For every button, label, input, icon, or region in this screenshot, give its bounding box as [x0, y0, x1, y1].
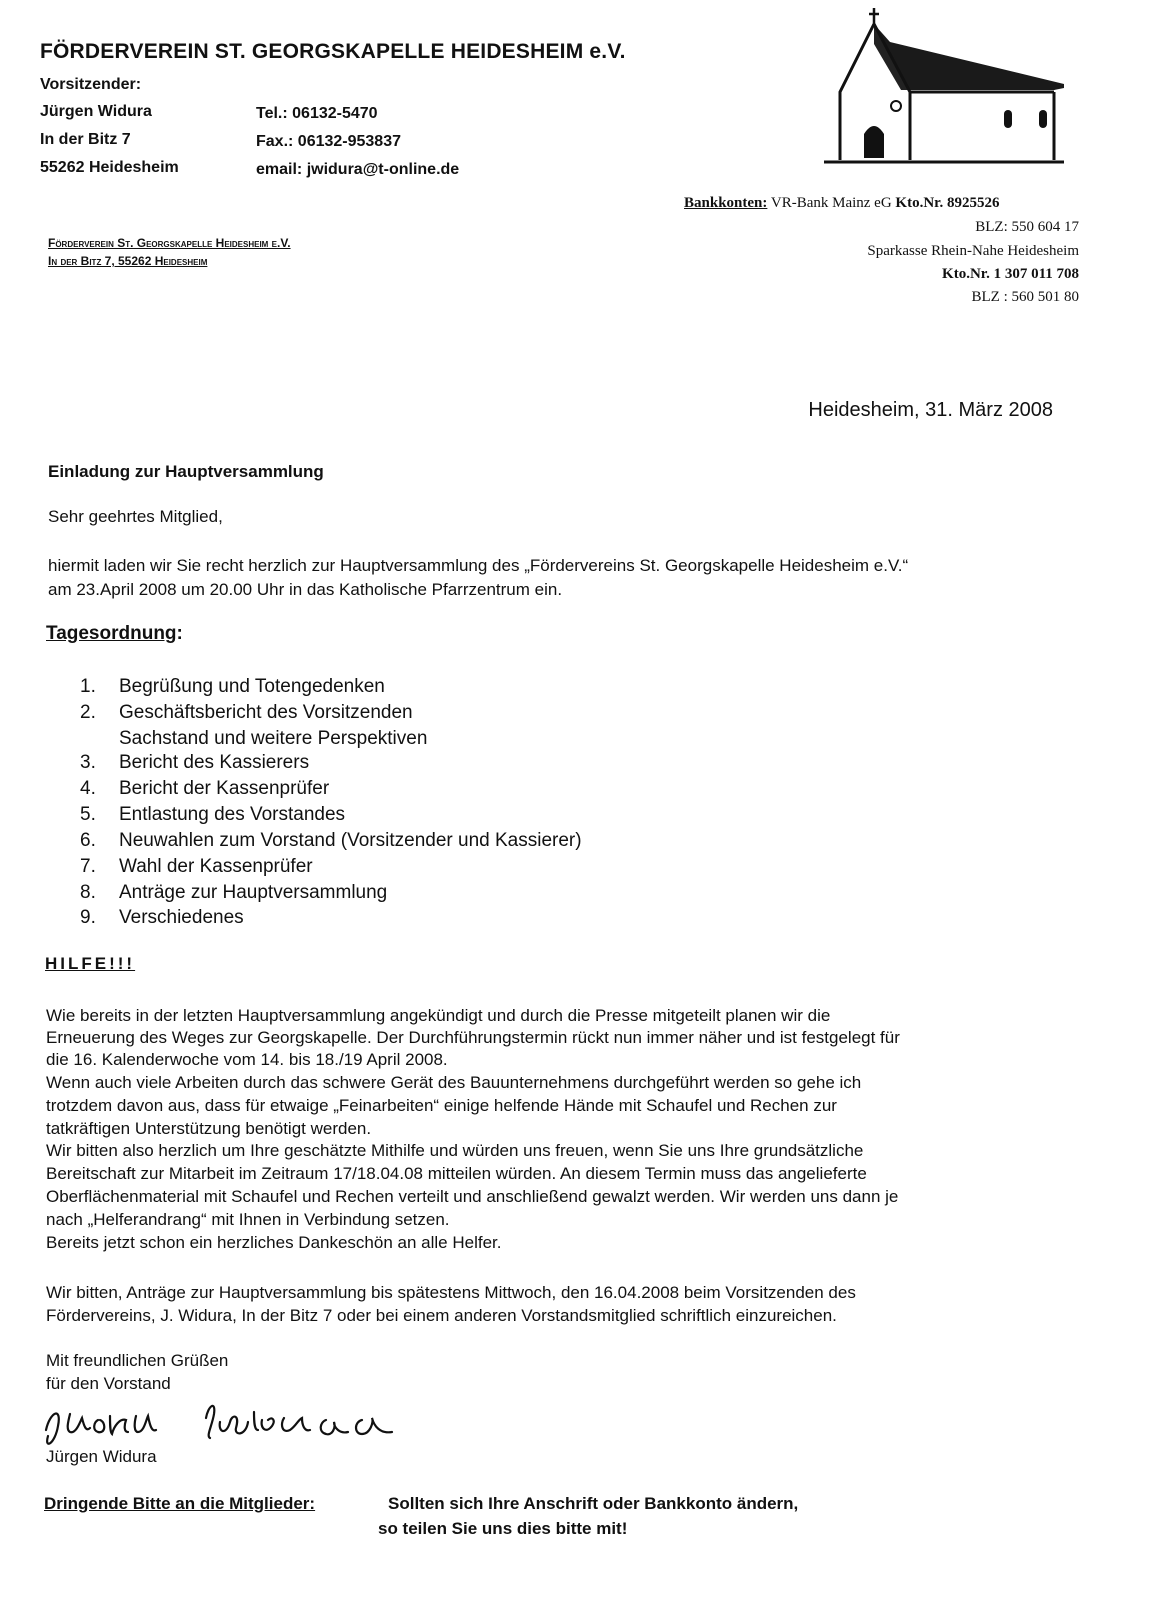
intro-line-2: am 23.April 2008 um 20.00 Uhr in das Katholische Pfarrzentrum ein.: [48, 580, 563, 599]
agenda-item: [80, 752, 309, 774]
agenda-heading-text: Tagesordnung: [46, 623, 177, 644]
help-heading: HILFE!!!: [45, 954, 136, 973]
agenda-item-text: Neuwahlen zum Vorstand (Vorsitzender und Kassierer): [119, 830, 582, 851]
help-line: die 16. Kalenderwoche vom 14. bis 18./19 April 2008.: [46, 1050, 448, 1069]
salutation: Sehr geehrtes Mitglied,: [48, 507, 223, 526]
help-line: Wie bereits in der letzten Hauptversammlung angekündigt und durch die Presse mitgeteilt planen wir die: [46, 1006, 831, 1025]
closing-for-board: für den Vorstand: [46, 1374, 171, 1393]
help-line: Oberflächenmaterial mit Schaufel und Rechen verteilt und anschließend gewalzt werden. Wir werden uns dann je: [46, 1187, 899, 1206]
chapel-logo-icon: [818, 6, 1064, 172]
signatory-name: Jürgen Widura: [46, 1447, 157, 1466]
chair-name: Jürgen Widura: [40, 103, 152, 120]
urgent-request-text-1: Sollten sich Ihre Anschrift oder Bankkonto ändern,: [388, 1494, 799, 1513]
agenda-item-text: Entlastung des Vorstandes: [119, 804, 346, 825]
street-address: In der Bitz 7: [40, 131, 131, 148]
help-line: Wenn auch viele Arbeiten durch das schwere Gerät des Bauunternehmens durchgeführt werden so gehe ich: [46, 1073, 862, 1092]
agenda-item-number: 4.: [80, 778, 96, 799]
agenda-item-text: Bericht des Kassierers: [119, 752, 310, 773]
fax: Fax.: 06132-953837: [256, 133, 401, 150]
agenda-item-number: 7.: [80, 856, 96, 877]
agenda-heading-colon: :: [176, 623, 183, 644]
letter-subject: Einladung zur Hauptversammlung: [48, 462, 324, 481]
agenda-item-text: Anträge zur Hauptversammlung: [119, 882, 388, 903]
agenda-item-text: Bericht der Kassenprüfer: [119, 778, 330, 799]
agenda-item-number: 3.: [80, 752, 96, 773]
agenda-item: [80, 856, 313, 878]
email: email: jwidura@t-online.de: [256, 161, 460, 178]
agenda-item: [80, 804, 345, 826]
motions-line-1: Wir bitten, Anträge zur Hauptversammlung bis spätestens Mittwoch, den 16.04.2008 beim Vorsitzenden des: [46, 1283, 856, 1302]
closing-greeting: Mit freundlichen Grüßen: [46, 1351, 229, 1370]
agenda-item-continuation: Sachstand und weitere Perspektiven: [119, 728, 428, 749]
organization-title: FÖRDERVEREIN ST. GEORGSKAPELLE HEIDESHEIM e.V.: [40, 40, 626, 63]
agenda-item-number: 8.: [80, 882, 96, 903]
bank-account-1: [684, 195, 999, 212]
agenda-item: [80, 778, 329, 800]
agenda-item: [80, 830, 582, 852]
letter-date: Heidesheim, 31. März 2008: [808, 399, 1053, 421]
bank1-account: Kto.Nr. 8925526: [895, 195, 1000, 211]
agenda-item: [80, 702, 413, 724]
bank1-blz: BLZ: 550 604 17: [975, 219, 1079, 235]
agenda-heading: [46, 623, 183, 645]
agenda-item-text: Wahl der Kassenprüfer: [119, 856, 313, 877]
agenda-item-number: 2.: [80, 702, 96, 723]
agenda-item-number: 1.: [80, 676, 96, 697]
agenda-item-text: Geschäftsbericht des Vorsitzenden: [119, 702, 413, 723]
help-line: tatkräftigen Unterstützung benötigt werden.: [46, 1119, 372, 1138]
bank2-blz: BLZ : 560 501 80: [971, 289, 1079, 305]
agenda-item: [80, 882, 387, 904]
agenda-item-number: 9.: [80, 907, 96, 928]
bank1-name: VR-Bank Mainz eG: [770, 195, 892, 211]
return-address-line1: Förderverein St. Georgskapelle Heidesheim e.V.: [48, 236, 291, 250]
agenda-item-text: Begrüßung und Totengedenken: [119, 676, 385, 697]
help-line: Bereits jetzt schon ein herzliches Dankeschön an alle Helfer.: [46, 1233, 502, 1252]
help-line: nach „Helferandrang“ mit Ihnen in Verbindung setzen.: [46, 1210, 450, 1229]
help-line: Bereitschaft zur Mitarbeit im Zeitraum 17/18.04.08 mitteilen würden. An diesem Termin muss das angelieferte: [46, 1164, 867, 1183]
city-address: 55262 Heidesheim: [40, 159, 179, 176]
agenda-item: [80, 907, 244, 929]
bank2-name: Sparkasse Rhein-Nahe Heidesheim: [867, 243, 1079, 259]
agenda-item-text: Verschiedenes: [119, 907, 244, 928]
urgent-request-text-2: so teilen Sie uns dies bitte mit!: [378, 1519, 628, 1538]
help-line: Erneuerung des Weges zur Georgskapelle. Der Durchführungstermin rückt nun immer näher und ist festgelegt für: [46, 1028, 900, 1047]
help-line: Wir bitten also herzlich um Ihre geschätzte Mithilfe und würden uns freuen, wenn Sie uns Ihre grundsätzliche: [46, 1141, 864, 1160]
bank-label: Bankkonten:: [684, 195, 768, 211]
agenda-item-number: 5.: [80, 804, 96, 825]
intro-line-1: hiermit laden wir Sie recht herzlich zur Hauptversammlung des „Fördervereins St. Georgskapelle Heidesheim e.V.“: [48, 556, 909, 575]
bank2-account: Kto.Nr. 1 307 011 708: [942, 266, 1079, 282]
agenda-item-number: 6.: [80, 830, 96, 851]
agenda-item: [80, 676, 385, 698]
motions-line-2: Fördervereins, J. Widura, In der Bitz 7 oder bei einem anderen Vorstandsmitglied schriftlich einzureichen.: [46, 1306, 837, 1325]
handwritten-signature: [40, 1392, 410, 1454]
return-address-line2: In der Bitz 7, 55262 Heidesheim: [48, 254, 208, 268]
urgent-request-label: Dringende Bitte an die Mitglieder:: [44, 1494, 316, 1513]
telephone: Tel.: 06132-5470: [256, 105, 378, 122]
chair-label: Vorsitzender:: [40, 76, 142, 93]
help-line: trotzdem davon aus, dass für etwaige „Feinarbeiten“ einige helfende Hände mit Schaufel und Rechen zur: [46, 1096, 837, 1115]
